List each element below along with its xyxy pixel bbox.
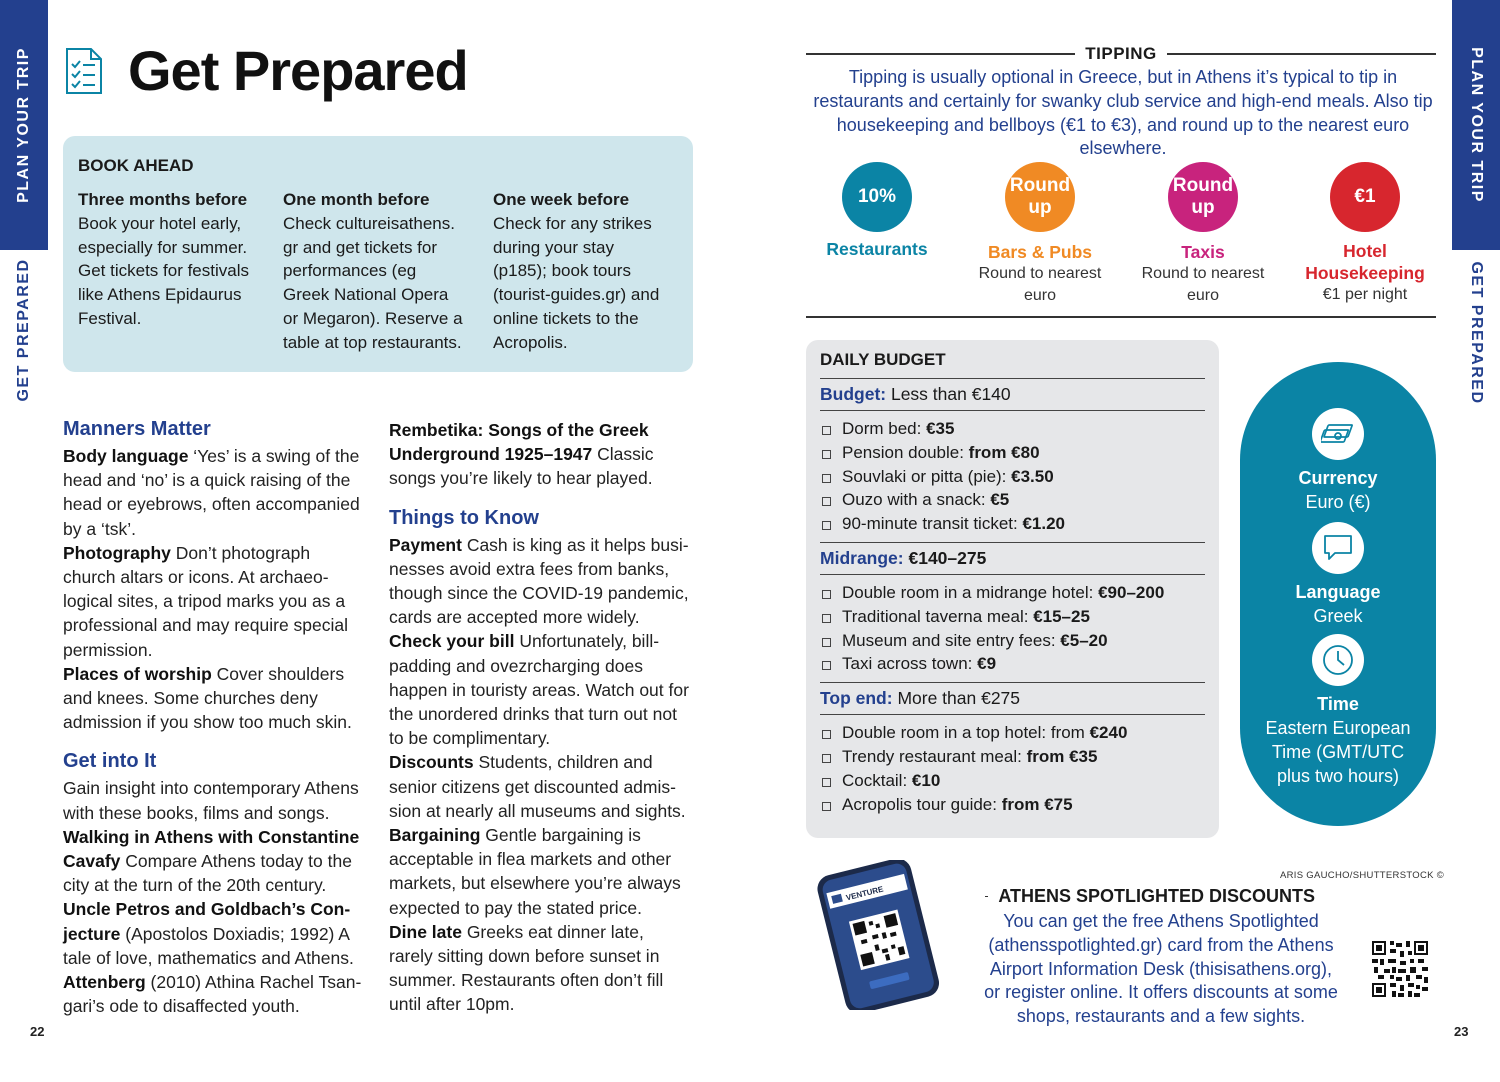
tipping-heading-rule <box>806 44 1436 64</box>
tipping-text: Tipping is usually optional in Greece, but in Athens it’s typical to tip in restaurants and certainly for swanky club service and high-end meals. Also tip housekeeping and bellboys (€1 to €3), and round up to the nearest euro elsewhere. <box>813 67 1433 159</box>
item-text: Dorm bed: <box>842 419 927 438</box>
discounts-heading-rule <box>985 886 1315 907</box>
phone-photo <box>798 860 958 1010</box>
tier-range: Less than €140 <box>886 384 1011 404</box>
list-item <box>820 721 1205 745</box>
checklist-icon <box>64 46 104 96</box>
column-line: table at top restaurants. <box>283 332 462 352</box>
item-price: €90–200 <box>1098 582 1165 602</box>
side-tab-label: PLAN YOUR TRIP <box>15 47 32 203</box>
item-text: Ouzo with a snack: <box>842 490 991 510</box>
paragraph <box>63 970 363 1018</box>
item-text: Souvlaki or pitta (pie): <box>842 466 1012 486</box>
list-item <box>820 512 1205 536</box>
qr-code-icon[interactable] <box>1372 941 1428 997</box>
tip-circle: €1 <box>1330 162 1400 232</box>
column-line: Check cultureisathens. <box>283 213 455 233</box>
column-line: during your stay <box>493 237 614 257</box>
paragraph-lead: Attenberg <box>63 972 146 993</box>
currency-icon <box>1312 408 1364 460</box>
page-number-right: 23 <box>1454 1024 1469 1039</box>
column-line: gr and get tickets for <box>283 237 438 257</box>
budget-heading: DAILY BUDGET <box>820 350 1205 379</box>
paragraph-lead: Walking in Athens with Constantine Cavafy <box>63 826 360 872</box>
fact-currency <box>1240 408 1436 514</box>
left-text-column <box>63 416 363 1018</box>
page-number-left: 22 <box>30 1024 45 1039</box>
fact-value: Euro (€) <box>1305 492 1371 512</box>
fact-label: Language <box>1295 582 1381 602</box>
paragraph-text: Don’t photograph church altars or icons. At archaeo-logical sites, a tripod marks you as a professional and may require special permission. <box>63 542 349 660</box>
tip-item-hotel <box>1295 162 1435 306</box>
paragraph-lead: Bargaining <box>389 825 481 846</box>
paragraph-text: Cash is king as it helps busi-nesses avoid extra fees from banks, though since the COVID-19 pandemic, cards are accepted more widely. <box>389 534 689 628</box>
list-item <box>820 465 1205 489</box>
column-line: (tourist-guides.gr) and <box>493 285 660 305</box>
budget-tier-heading <box>820 542 1205 575</box>
tip-circle: Round up <box>1168 162 1238 232</box>
middle-text-column <box>389 418 691 1017</box>
book-ahead-column <box>493 188 688 355</box>
things-to-know-heading: Things to Know <box>389 506 539 529</box>
item-price: €35 <box>926 419 955 438</box>
item-text: Taxi across town: <box>842 654 978 674</box>
paragraph-text: Compare Athens today to the city at the turn of the 20th century. <box>63 851 352 896</box>
divider <box>806 316 1436 318</box>
paragraph-text: Classic songs you’re likely to hear played. <box>389 444 654 489</box>
side-tab-left <box>0 0 48 250</box>
paragraph-lead: Places of worship <box>63 663 212 684</box>
tipping-heading: TIPPING <box>1085 44 1157 63</box>
tier-name: Midrange: <box>820 547 904 568</box>
item-text: Acropolis tour guide: <box>842 794 1002 814</box>
item-text: Traditional taverna meal: <box>842 606 1034 626</box>
column-line: Greek National Opera <box>283 285 449 305</box>
tip-circle: Round up <box>1005 162 1075 232</box>
discounts-text: You can get the free Athens Spotlighted (athensspotlighted.gr) card from the Athens Airport Information Desk (thisisathens.org), or register online. It offers discounts at some shops, restaurants and a few sights. <box>984 911 1338 1027</box>
clock-icon <box>1312 634 1364 686</box>
paragraph-lead: Discounts <box>389 752 474 773</box>
daily-budget-box <box>806 340 1219 838</box>
book-ahead-column <box>283 188 483 355</box>
paragraph-lead: Check your bill <box>389 631 515 652</box>
paragraph-text: Cover shoulders and knees. Some churches deny admission if you show too much skin. <box>63 663 352 733</box>
item-text: Museum and site entry fees: <box>842 630 1061 650</box>
tip-item-taxis <box>1133 162 1273 307</box>
tier-range: €140–275 <box>903 547 987 568</box>
column-heading: One week before <box>493 190 630 209</box>
side-tab-label: PLAN YOUR TRIP <box>1468 47 1485 203</box>
item-price: from €80 <box>968 442 1040 462</box>
item-price: €5 <box>990 490 1010 510</box>
rule-line <box>806 53 1075 55</box>
side-section-label-left: GET PREPARED <box>15 258 32 402</box>
paragraph <box>389 533 691 630</box>
tier-name: Budget: <box>820 384 887 404</box>
paragraph <box>389 418 691 491</box>
tip-label: Restaurants <box>826 239 928 259</box>
rule-line <box>985 896 988 898</box>
list-item <box>820 605 1205 629</box>
list-item <box>820 629 1205 653</box>
rule-line <box>1167 53 1436 55</box>
item-price: €15–25 <box>1033 606 1090 626</box>
paragraph <box>389 920 691 1017</box>
item-text: Double room in a midrange hotel: <box>842 582 1099 602</box>
item-price: from €35 <box>1026 746 1098 766</box>
side-tab-right <box>1452 0 1500 250</box>
tip-label: Bars & Pubs <box>987 242 1093 262</box>
fact-label: Time <box>1317 694 1359 714</box>
column-line: especially for summer. <box>78 237 248 257</box>
item-price: €1.20 <box>1022 514 1066 534</box>
list-item <box>820 793 1205 817</box>
column-heading: Three months before <box>78 190 248 209</box>
item-price: €10 <box>911 770 941 790</box>
budget-tier-heading <box>820 682 1205 715</box>
column-line: Get tickets for festivals <box>78 261 249 281</box>
item-text: Trendy restaurant meal: <box>842 746 1027 766</box>
list-item <box>820 488 1205 512</box>
paragraph-text: Unfortunately, bill-padding and ovezrcharging does happen in touristy areas. Watch out for the unordered drinks that turn out not to be complimentary. <box>389 631 689 749</box>
paragraph <box>63 541 363 662</box>
column-line: performances (eg <box>283 261 417 281</box>
paragraph-text: ‘Yes’ is a swing of the head and ‘no’ is a quick raising of the head or eyebrows, often accompanied by a ‘tsk’. <box>63 446 360 539</box>
paragraph-text: Gentle bargaining is acceptable in flea markets and other markets, but elsewhere you’re always expected to pay the stated price. <box>389 825 681 918</box>
paragraph <box>389 629 691 750</box>
paragraph-text: Greeks eat dinner late, rarely sitting down before sunset in summer. Restaurants often don’t fill until after 10pm. <box>389 921 664 1015</box>
budget-list <box>820 715 1205 822</box>
tip-label: Hotel Housekeeping <box>1305 241 1425 283</box>
paragraph-text: (Apostolos Doxiadis; 1992) A tale of love, mathematics and Athens. <box>63 923 354 968</box>
paragraph-lead: Photography <box>63 542 171 563</box>
book-ahead-heading: BOOK AHEAD <box>78 156 194 175</box>
item-text: Pension double: <box>842 442 969 462</box>
column-line: Check for any strikes <box>493 213 652 233</box>
column-line: Acropolis. <box>493 332 568 352</box>
budget-tier-heading <box>820 379 1205 411</box>
tip-item-bars <box>970 162 1110 307</box>
paragraph-text: Students, children and senior citizens get discounted admis-sion at nearly all museums and sights. <box>389 752 686 821</box>
get-into-it-heading: Get into It <box>63 750 157 773</box>
item-price: €3.50 <box>1011 466 1054 486</box>
paragraph <box>389 823 691 920</box>
item-text: Cocktail: <box>842 770 912 790</box>
tip-label: Taxis <box>1181 242 1225 262</box>
list-item <box>820 441 1205 465</box>
column-line: Festival. <box>78 308 142 328</box>
book-ahead-column <box>78 188 273 331</box>
paragraph <box>63 444 363 541</box>
list-item <box>820 769 1205 793</box>
column-heading: One month before <box>283 190 430 209</box>
photo-credit: ARIS GAUCHO/SHUTTERSTOCK © <box>1280 870 1445 881</box>
list-item <box>820 652 1205 676</box>
fact-value: Greek <box>1313 606 1363 626</box>
item-price: from €75 <box>1001 794 1073 814</box>
paragraph-text: (2010) Athina Rachel Tsan-gari’s ode to disaffected youth. <box>63 972 362 1017</box>
fact-language <box>1240 522 1436 628</box>
item-price: €9 <box>977 654 997 674</box>
manners-heading: Manners Matter <box>63 418 211 440</box>
tip-sub: Round to nearest euro <box>1141 265 1265 304</box>
paragraph-lead: Uncle Petros and Goldbach’s Con-jecture <box>63 899 351 944</box>
paragraph <box>389 750 691 823</box>
paragraph <box>63 825 363 898</box>
paragraph-lead: Payment <box>389 534 462 555</box>
tip-circle: 10% <box>842 162 912 232</box>
discounts-heading: ATHENS SPOTLIGHTED DISCOUNTS <box>998 886 1315 906</box>
side-section-label-right: GET PREPARED <box>1468 261 1485 405</box>
page-title: Get Prepared <box>128 39 468 102</box>
tier-range: More than €275 <box>892 688 1021 709</box>
fact-value: Eastern European Time (GMT/UTC plus two hours) <box>1265 718 1411 786</box>
speech-bubble-icon <box>1312 522 1364 574</box>
list-item <box>820 745 1205 769</box>
item-price: €240 <box>1089 723 1128 743</box>
item-text: 90-minute transit ticket: <box>842 514 1023 534</box>
fact-label: Currency <box>1298 468 1378 488</box>
column-line: online tickets to the <box>493 308 639 328</box>
tip-sub: Round to nearest euro <box>978 265 1102 304</box>
phone-screen-text: VENTURE <box>845 884 885 903</box>
list-item <box>820 581 1205 605</box>
tip-sub: €1 per night <box>1322 286 1408 303</box>
list-item <box>820 417 1205 441</box>
fact-time <box>1240 634 1436 788</box>
book-ahead-box <box>63 136 693 372</box>
paragraph-lead: Body language <box>63 446 189 466</box>
paragraph-lead: Rembetika: Songs of the Greek Underground 1925–1947 <box>389 420 649 465</box>
budget-list <box>820 411 1205 542</box>
budget-list <box>820 575 1205 682</box>
paragraph <box>63 662 363 735</box>
quick-facts-panel <box>1240 362 1436 826</box>
tier-name: Top end: <box>820 688 893 709</box>
tip-item-restaurants <box>807 162 947 260</box>
paragraph: Gain insight into contemporary Athens with these books, films and songs. <box>63 778 359 823</box>
item-price: €5–20 <box>1060 630 1108 650</box>
paragraph-lead: Dine late <box>389 921 462 942</box>
paragraph <box>63 897 363 970</box>
column-line: like Athens Epidaurus <box>78 285 242 305</box>
item-text: Double room in a top hotel: from <box>842 723 1090 743</box>
column-line: or Megaron). Reserve a <box>283 308 463 328</box>
column-line: Book your hotel early, <box>78 213 242 233</box>
column-line: (p185); book tours <box>493 261 631 281</box>
